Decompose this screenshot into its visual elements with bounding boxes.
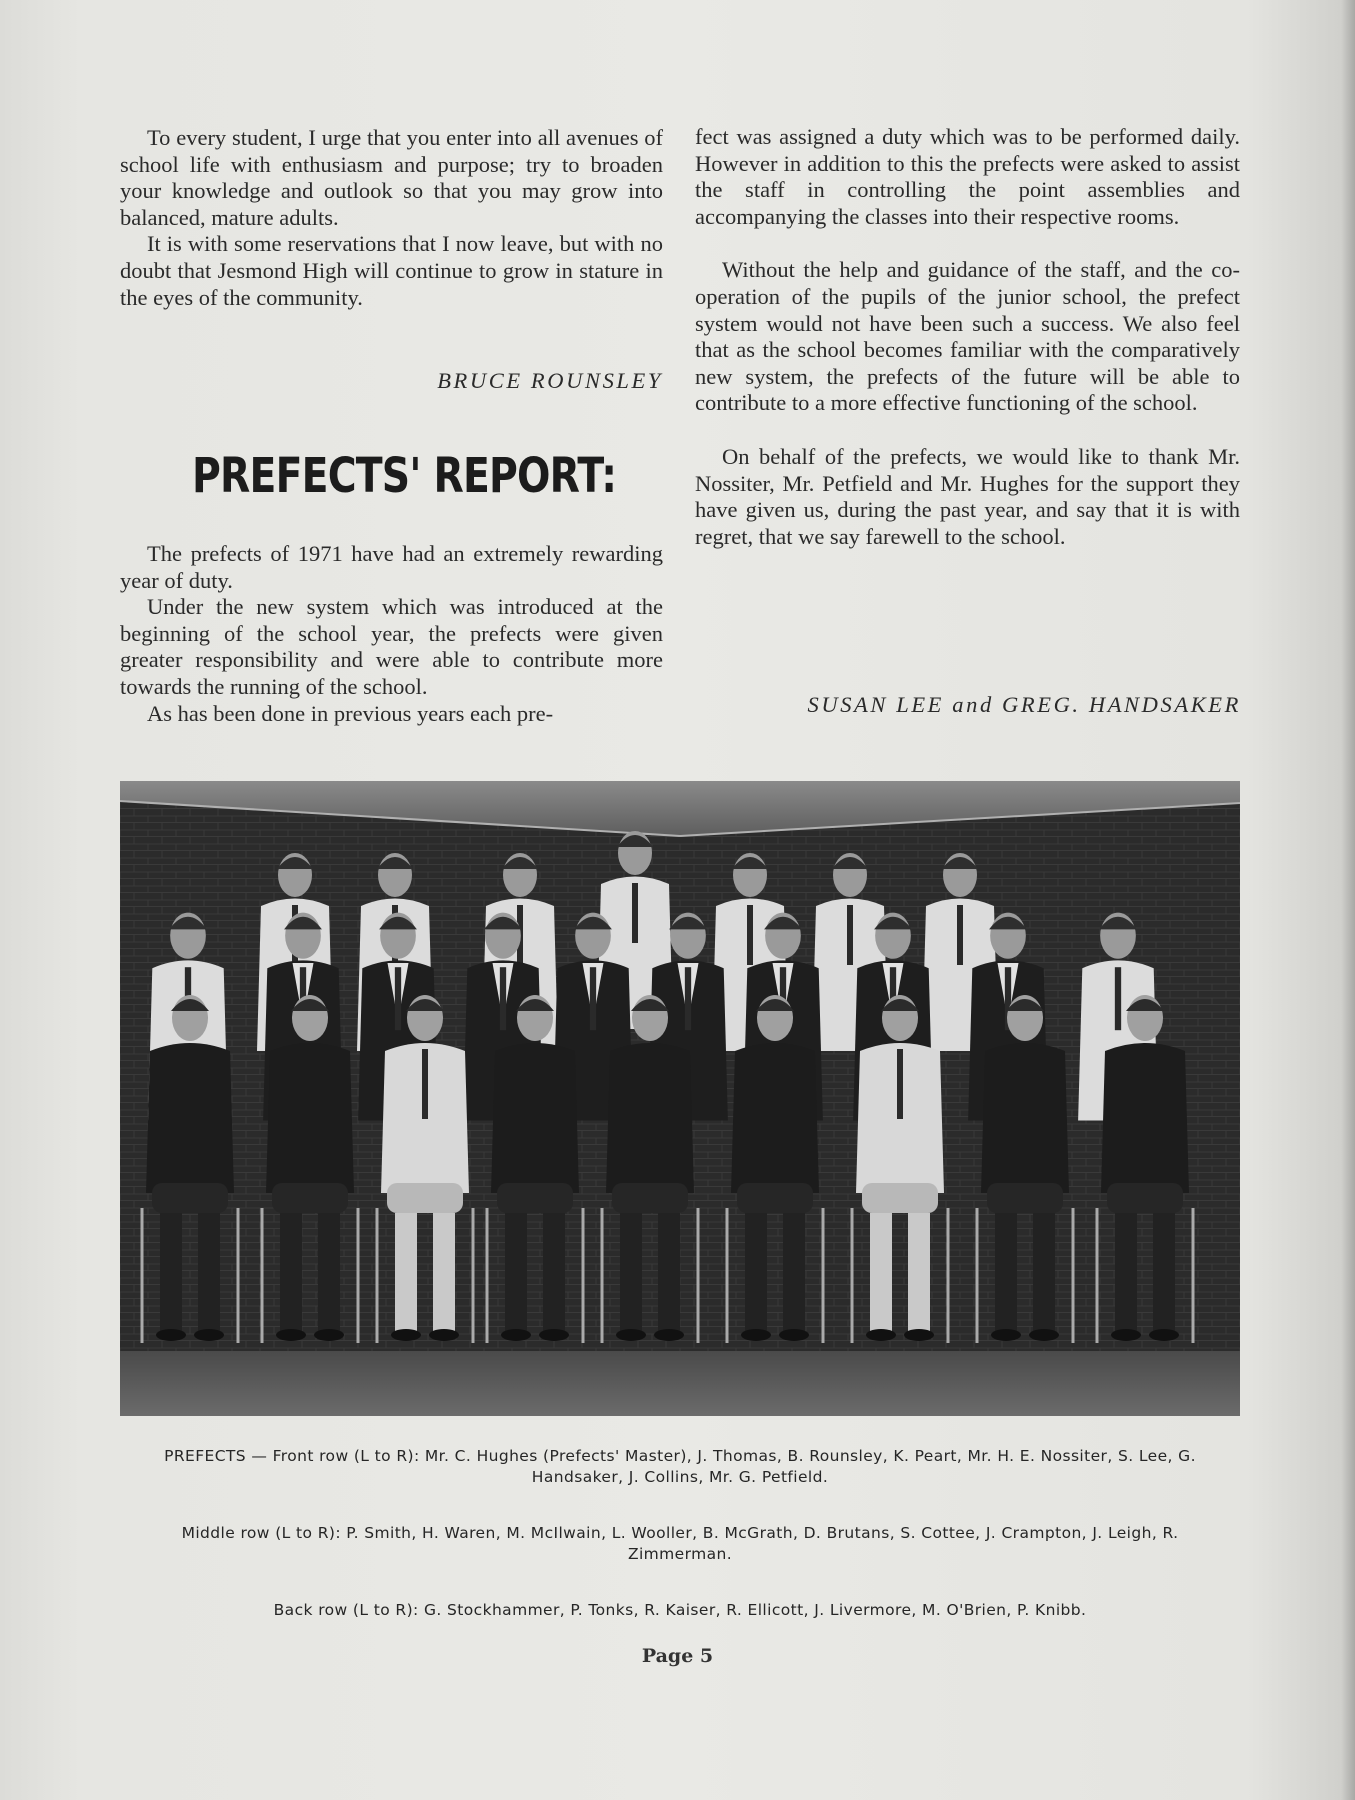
prefects-report-heading: PREFECTS' REPORT: xyxy=(192,448,617,504)
page-number: Page 5 xyxy=(641,1645,714,1667)
letter-paragraph-2: It is with some reservations that I now leave, but with no doubt that Jesmond High will continue to grow in stature in the eyes of the community. xyxy=(120,231,663,310)
caption-back-row: Back row (L to R): G. Stockhammer, P. Tonks, R. Kaiser, R. Ellicott, J. Livermore, M. O'Brien, P. Knibb. xyxy=(273,1601,1087,1619)
report-paragraph-3: As has been done in previous years each pre- xyxy=(147,700,554,726)
report-paragraph-6: On behalf of the prefects, we would like to thank Mr. Nossiter, Mr. Petfield and Mr. Hughes for the support they have given us, during the past year, and say that it is with regret, that we say farewell to the school. xyxy=(695,443,1240,549)
letter-paragraph-1: To every student, I urge that you enter into all avenues of school life with enthusiasm and purpose; try to broaden your knowledge and outlook so that you may grow into balanced, mature adults. xyxy=(120,125,663,230)
letter-signature: BRUCE ROUNSLEY xyxy=(437,368,663,393)
floor xyxy=(120,1351,1240,1416)
report-right-column xyxy=(695,124,1240,550)
group-photo-illustration xyxy=(120,781,1240,1416)
prefects-group-photo xyxy=(120,781,1240,1416)
caption-front-row: PREFECTS — Front row (L to R): Mr. C. Hughes (Prefects' Master), J. Thomas, B. Rounsley, K. Peart, Mr. H. E. Nossiter, S. Lee, G. Handsaker, J. Collins, Mr. G. Petfield. xyxy=(164,1447,1196,1486)
report-signature: SUSAN LEE and GREG. HANDSAKER xyxy=(807,692,1241,717)
report-paragraph-2: Under the new system which was introduced at the beginning of the school year, the prefects were given greater responsibility and were able to contribute more towards the running of the school. xyxy=(120,594,663,699)
letter-column xyxy=(120,125,663,311)
caption-middle-row: Middle row (L to R): P. Smith, H. Waren, M. McIlwain, L. Wooller, B. McGrath, D. Brutans, S. Cottee, J. Crampton, J. Leigh, R. Zimmerman. xyxy=(181,1524,1179,1563)
report-paragraph-1: The prefects of 1971 have had an extremely rewarding year of duty. xyxy=(120,541,663,593)
report-paragraph-4: fect was assigned a duty which was to be performed daily. However in addition to this the prefects were asked to assist the staff in controlling the point assemblies and accompanying the classes into their respective rooms. xyxy=(695,124,1240,229)
report-left-column xyxy=(120,541,663,727)
report-paragraph-5: Without the help and guidance of the staff, and the co-operation of the pupils of the junior school, the prefect system would not have been such a success. We also feel that as the school becomes familiar with the comparatively new system, the prefects of the future will be able to contribute to a more effective functioning of the school. xyxy=(695,257,1240,416)
